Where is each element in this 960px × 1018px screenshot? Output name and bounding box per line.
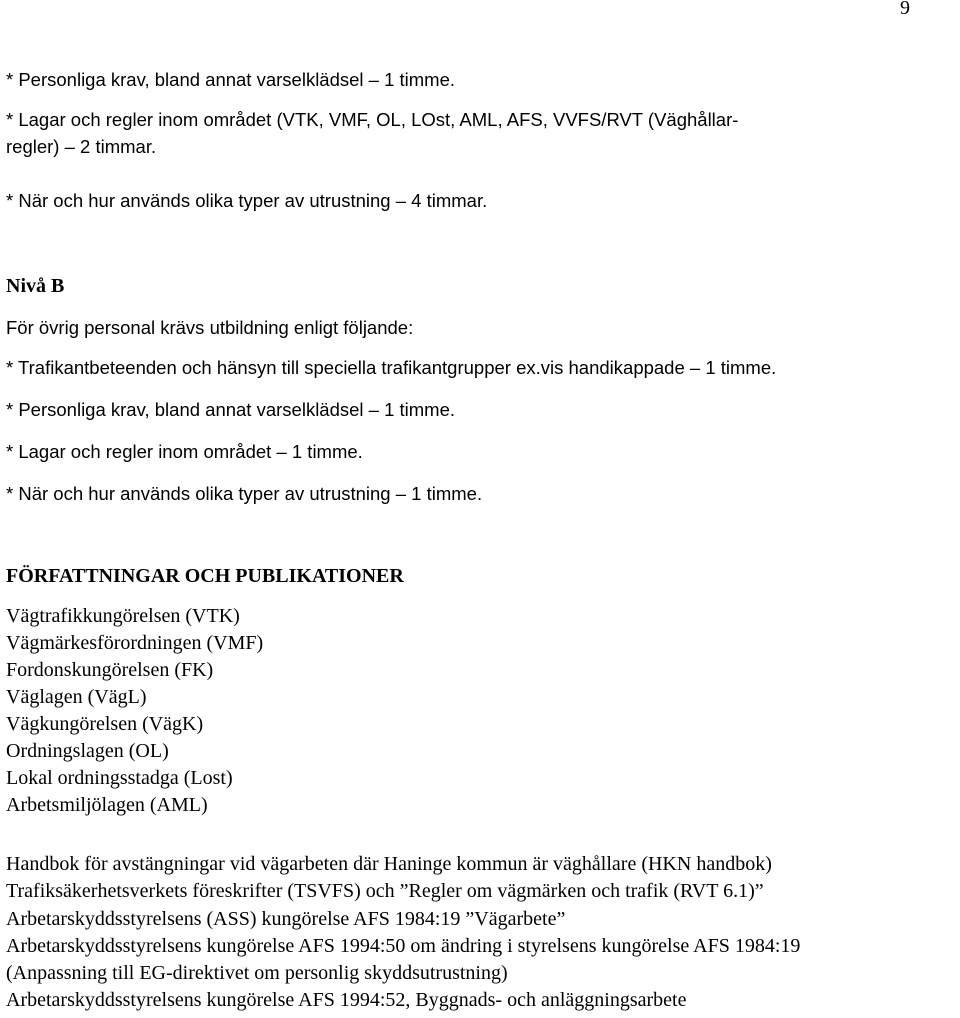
section-heading: Nivå B	[6, 275, 65, 297]
top-requirements-list	[6, 66, 956, 214]
level-b-section	[6, 273, 956, 313]
list-item: * Lagar och regler inom området – 1 timme.	[6, 441, 363, 462]
list-item: * Personliga krav, bland annat varselklädsel – 1 timme.	[6, 69, 456, 90]
list-item: Handbok för avstängningar vid vägarbeten där Haninge kommun är väghållare (HKN handbok)	[6, 853, 772, 875]
page-number: 9	[900, 0, 910, 19]
list-item: * Lagar och regler inom området (VTK, VMF, OL, LOst, AML, AFS, VVFS/RVT (Väghållar-	[6, 109, 739, 130]
references-list	[6, 851, 956, 1015]
list-item: * När och hur används olika typer av utrustning – 4 timmar.	[6, 190, 488, 211]
list-item: Arbetarskyddsstyrelsens kungörelse AFS 1994:52, Byggnads- och anläggningsarbete	[6, 989, 687, 1012]
list-item: Vägtrafikkungörelsen (VTK)	[6, 605, 240, 627]
list-item: * Personliga krav, bland annat varselklädsel – 1 timme.	[6, 399, 456, 420]
list-item: Arbetarskyddsstyrelsens kungörelse AFS 1994:50 om ändring i styrelsens kungörelse AFS 1984:19	[6, 934, 801, 957]
list-item: Trafiksäkerhetsverkets föreskrifter (TSVFS) och ”Regler om vägmärken och trafik (RVT 6.1)”	[6, 880, 764, 903]
list-item: regler) – 2 timmar.	[6, 136, 157, 157]
list-item: Lokal ordningsstadga (Lost)	[6, 767, 233, 789]
list-item: Väglagen (VägL)	[6, 686, 147, 708]
list-item: Vägmärkesförordningen (VMF)	[6, 632, 264, 654]
list-item: (Anpassning till EG-direktivet om personlig skyddsutrustning)	[6, 962, 508, 985]
list-item: Fordonskungörelsen (FK)	[6, 659, 214, 681]
list-item: Ordningslagen (OL)	[6, 740, 169, 762]
list-item: Vägkungörelsen (VägK)	[6, 713, 204, 735]
laws-list	[6, 603, 956, 819]
level-b-list	[6, 314, 956, 522]
publications-section	[6, 563, 956, 603]
section-intro: För övrig personal krävs utbildning enligt följande:	[6, 317, 414, 338]
list-item: Arbetsmiljölagen (AML)	[6, 794, 208, 816]
list-item: Arbetarskyddsstyrelsens (ASS) kungörelse AFS 1984:19 ”Vägarbete”	[6, 907, 566, 930]
section-heading: FÖRFATTNINGAR OCH PUBLIKATIONER	[6, 565, 404, 587]
list-item: * Trafikantbeteenden och hänsyn till speciella trafikantgrupper ex.vis handikappade – 1 timme.	[6, 357, 777, 378]
list-item: * När och hur används olika typer av utrustning – 1 timme.	[6, 483, 483, 504]
